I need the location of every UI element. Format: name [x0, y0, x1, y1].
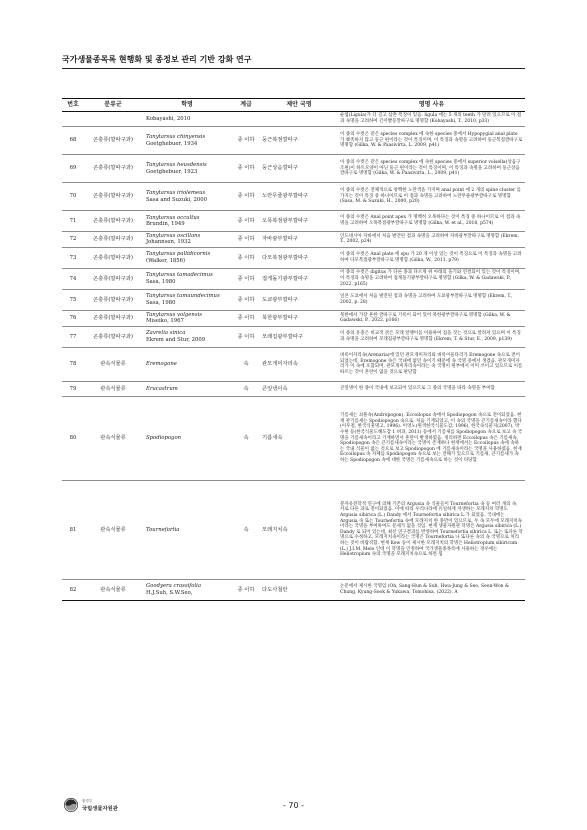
row-number: 69	[62, 155, 84, 183]
row-species-name: Tanytarsus volgensis	[146, 311, 202, 318]
table-header-row	[62, 99, 525, 112]
table-row	[62, 232, 525, 248]
row-author: (Walker, 1856)	[146, 257, 186, 264]
row-number: 80	[62, 396, 84, 480]
row-scientific-name	[142, 268, 232, 289]
row-naming-reason: 이 종의 수컷은 전체적으로 창백한 노란색을 가지며 anal point 에 2 개의 spine cluster 를 가지는 것이 특징 중 하나이므로 이 점과 속명을 고려하여 노란무줄광부깔따구로 명명함 (Sasa, M. & Suzuki, H., 2000, p20)	[338, 183, 525, 211]
logo-ministry-text: 환경부	[82, 798, 93, 803]
row-rank	[232, 112, 260, 127]
row-author: H.J.Suh, S.W.Seo,	[146, 589, 193, 596]
row-naming-reason: 논문에서 제시한 국명임 (Oh, Sang-Hun & Suh, Hwa-Jung & Seo, Seon-Won & Chung, Kyung-Sook & Yukawa, Tomohisa. (2022). A	[338, 579, 525, 600]
row-taxon-group: 곤충류(깔따구과)	[84, 268, 142, 289]
row-rank: 종 이하	[232, 310, 260, 326]
row-number: 70	[62, 183, 84, 211]
row-scientific-name	[142, 381, 232, 396]
row-rank: 종 이하	[232, 155, 260, 183]
row-rank: 속	[232, 347, 260, 381]
row-scientific-name	[142, 480, 232, 579]
row-naming-reason: 이 종의 수컷은 Anal plate 에 spu 가 20 개 이상 있는 것이 특징으로 이 특징과 속명을 고려하여 다모복점광부깔따구로 명명함 (Gilka, W., 2011, p79)	[338, 247, 525, 268]
row-taxon-group: 곤충류(깔따구과)	[84, 127, 142, 155]
row-rank: 종 이하	[232, 247, 260, 268]
row-proposed-name: 접게돌기광부깔따구	[260, 268, 338, 289]
row-proposed-name: 둥근상음깔따구	[260, 155, 338, 183]
row-proposed-name: 둥근복점깔따구	[260, 127, 338, 155]
row-author: Kobayashi, 2010	[146, 115, 191, 122]
row-number: 72	[62, 232, 84, 248]
row-taxon-group: 곤충류(깔따구과)	[84, 289, 142, 310]
row-proposed-name: 다모복점광부깔따구	[260, 247, 338, 268]
table-row	[62, 310, 525, 326]
row-rank: 종 이하	[232, 326, 260, 347]
row-species-name: Tanytarsus iriolemeus	[146, 190, 206, 197]
row-scientific-name	[142, 247, 232, 268]
row-number: 79	[62, 381, 84, 396]
row-rank: 종 이하	[232, 268, 260, 289]
row-author: Johannsen, 1932	[146, 239, 191, 246]
row-taxon-group: 곤충류(깔따구과)	[84, 310, 142, 326]
row-naming-reason: 벼룩이자리속(Arenaria)에 있던 관모개미자리와 벼룩이울타리가 Eremogone 속으로 전이되었는데, Eremogone 속은 국내에 없던 속이기 때문에 속 국명 중에서 생겼음. 관모개미자리가 이 속에 포함되며, 관모개미자리속이라는 속 국명이 원부에서 이미 쓰이고 있으므로 이름 따르는 것이 혼란이 없을 것으로 판단함	[338, 347, 525, 381]
row-species-name: Tanytarsus heusdensis	[146, 162, 207, 169]
row-naming-reason: 순엽(Ligula)가 더 길고 삼촌 특징이 있음. ligula 에는 5 개의 teeth 가 달려 있으므로 이 점과 속명을 고려하여 긴이빨등깔따구로 명명함 (Kobayashi, T., 2010, p33)	[338, 112, 525, 127]
row-proposed-name: 노란무줄광부깔따구	[260, 183, 338, 211]
row-proposed-name: 큰잎냉이속	[260, 381, 338, 396]
column-header-naming-reason: 명명 사유	[338, 99, 525, 112]
row-species-name: Zavrelia sinica	[146, 330, 186, 337]
row-scientific-name	[142, 127, 232, 155]
row-naming-reason: 이 종의 유충은 비교적 굵은 모래 알맹이를 이용하여 집을 짓는 것으로 알려져 있으며 이 특징과 속명을 고려하여 모래집광부깔따구로 명명함 (Ekrem, T. & Stur, E., 2009, p139)	[338, 326, 525, 347]
row-author: Ekrem and Stur, 2009	[146, 336, 206, 343]
row-proposed-name: 도쿄광부깔따구	[260, 289, 338, 310]
row-author: Goetghebuer, 1934	[146, 140, 198, 147]
species-name-table	[62, 98, 525, 601]
row-species-name: Tanytarsus occultus	[146, 214, 200, 221]
row-number: 68	[62, 127, 84, 155]
column-header-scientific-name: 학명	[142, 99, 232, 112]
table-row	[62, 396, 525, 480]
row-species-name: Tanytarsus tamadecimus	[146, 272, 213, 279]
table-row	[62, 211, 525, 232]
table-row	[62, 127, 525, 155]
row-taxon-group: 관속식물류	[84, 480, 142, 579]
table-row	[62, 289, 525, 310]
row-naming-reason: 이 종의 수컷은 Anal point apex 가 명백히 오목하다는 것이 특징 중 하나이므로 이 점과 속명을 고려하여 오목복점광부깔따구로 명명함 (Gilka, W. et al., 2018, p574)	[338, 211, 525, 232]
row-rank: 종 이하	[232, 579, 260, 600]
table-row	[62, 326, 525, 347]
table-body	[62, 112, 525, 601]
table-row	[62, 112, 525, 127]
table-row	[62, 579, 525, 600]
row-species-name: Tanytarsus tamaundecimus	[146, 293, 220, 300]
row-taxon-group	[84, 112, 142, 127]
row-number: 77	[62, 326, 84, 347]
column-header-taxon-group: 분류군	[84, 99, 142, 112]
row-scientific-name	[142, 232, 232, 248]
row-naming-reason: 북한에서 가장 흔한 깔따구로 기록이 되어 있어 북한광부깔따구로 명명함 (Gilka, W. & Gadawski, P., 2022, p166)	[338, 310, 525, 326]
row-rank: 종 이하	[232, 211, 260, 232]
row-species-name: Goodyera crassifolia	[146, 583, 201, 590]
row-number: 71	[62, 211, 84, 232]
row-number: 74	[62, 268, 84, 289]
row-naming-reason: 일본 도쿄에서 처음 발견된 점과 속명을 고려하여 도쿄광부깔따구로 명명함 (Ekrem, T., 2002, p. 28)	[338, 289, 525, 310]
row-number: 73	[62, 247, 84, 268]
row-number: 75	[62, 289, 84, 310]
row-naming-reason: 이 종의 수컷은 같은 species complex 에 속한 species 중에서 Hypopygial anal plate 가 뾰족하지 않고 둥근 편이라는 것이 특징이며, 이 특징과 속명을 고려하여 둥근복점깔따구로 명명함 (Gilka, W. & Paasivirta, L. 2009, p41)	[338, 127, 525, 155]
table-row	[62, 381, 525, 396]
row-author: Sasa and Suzuki, 2000	[146, 196, 207, 203]
table-row	[62, 268, 525, 289]
row-taxon-group: 관속식물류	[84, 579, 142, 600]
row-species-name: Erucastrum	[146, 385, 178, 392]
row-author: Goetghebuer, 1923	[146, 168, 198, 175]
row-taxon-group: 관속식물류	[84, 347, 142, 381]
row-scientific-name	[142, 310, 232, 326]
row-author: Brundin, 1949	[146, 221, 185, 227]
table-row	[62, 183, 525, 211]
row-naming-reason: 인도네시아 자바에서 처음 발견된 점과 속명을 고려하여 자바광부깔따구로 명명함 (Ekrem, T., 2002, p24)	[338, 232, 525, 248]
row-scientific-name	[142, 183, 232, 211]
row-author: Sasa, 1980	[146, 299, 176, 306]
row-proposed-name: 모래지치속	[260, 480, 338, 579]
row-species-name: Tanytarsus chinyensis	[146, 134, 206, 141]
row-taxon-group: 곤충류(깔따구과)	[84, 183, 142, 211]
row-number: 81	[62, 480, 84, 579]
row-number: 76	[62, 310, 84, 326]
row-proposed-name: 북한광부깔따구	[260, 310, 338, 326]
row-scientific-name	[142, 155, 232, 183]
row-rank: 속	[232, 396, 260, 480]
row-taxon-group: 곤충류(깔따구과)	[84, 247, 142, 268]
row-naming-reason: 기름새는 쇠풀속(Andropogon), Eccoilopus 속에서 Spodiopogon 속으로 전이되었음. 현재 관기름새는 Spodiopogon 속으로, 처음 기재되었고, 이 속의 국명을 큰기름새속이라 했다(이우철, 한국식물명고, 1996). 이영노(원색한국식물도감, 1996), 한국속식물지(2007), 박수현 등(한국식물도해도감 1 벼과, 2011) 등에서 기름새를 Spodiopogon 속으로 보고 속 국명을 기름새속이라고 기재하면서 혼란이 발생하였음. 정리하면 Eccoilopus 속은 기름새속, Spodiopogon 속은 큰기름새속이라는 국명이 존재하나 현재에서는 Eccoilopus 속에 속하는 국내 식물이 없는 것으로 보고 Spodiopogon 에 기름새속이라는 국명을 사용하였음. 현재 Eccoilopus 속 자체를 Spodiopogon 속으로 보는 견해가 있으므로 기름새, 큰기름새가 속하는 Spodiopogon 속에 대한 국명은 기름새속으로 하는 것이 타당함	[338, 396, 525, 480]
table-row	[62, 480, 525, 579]
row-taxon-group: 곤충류(깔따구과)	[84, 155, 142, 183]
row-taxon-group: 곤충류(깔따구과)	[84, 232, 142, 248]
row-rank: 종 이하	[232, 289, 260, 310]
row-proposed-name: 오목복점광부깔따구	[260, 211, 338, 232]
row-naming-reason: 분자유전학적 연구에 의해 기존의 Argusia 속 식물들이 Tournefortia 속 등 여러 개의 속, 서로 다른 과로 전이되었음. 이에 따라 우리나라에 유일하게 자생하는 모래지치 학명도 Argusia sibirica (L.) Dandy 에서 Tournefortia sibirica L.가 되었음. 국내에는 Argusia 속 또는 Tournefortia 속에 모래지치 한 종만이 있으므로, 두 속 모두에 모래지치속이라는 국명을 부여하여도 문제가 없을 것임. 현재 생물자원관 학명은 Argusia sibirica (L.) Dandy 로 되어 있는데, 최신 연구결과를 반영하여 Tournefortia sibirica L. 또는 또다른 학명으로 수정하고, 모래지치속이라는 국명은 Tournefortia 나 또다른 속의 속 국명으로 처리하는 것이 바람직함. 현재 Kew 등이 제시한 모래지치의 학명은 Heliotropium sibiricum (L.) J.I.M. Melo 인데 이 학명을 인정하여 국가생물종목록에 사용하는 경우에는 Heliotropium 속의 국명을 모래지치속으로 하면 됨	[338, 480, 525, 579]
row-proposed-name: 기름새속	[260, 396, 338, 480]
row-number: 82	[62, 579, 84, 600]
row-scientific-name	[142, 211, 232, 232]
row-proposed-name: 관모개미자리속	[260, 347, 338, 381]
column-header-proposed-name: 제안 국명	[260, 99, 338, 112]
report-title: 국가생물종목록 현행화 및 종정보 관리 기반 강화 연구	[62, 55, 252, 64]
table-row	[62, 247, 525, 268]
row-author: Miseiko, 1967	[146, 318, 184, 325]
row-species-name: Tournefortia	[146, 526, 180, 533]
row-scientific-name	[142, 112, 232, 127]
row-species-name: Spodiopogon	[146, 435, 182, 442]
table-row	[62, 155, 525, 183]
logo-institute-name: 국립생물자원관	[82, 805, 118, 812]
row-species-name: Tanytarsus pallidicornis	[146, 251, 211, 258]
row-proposed-name: 자바광부깔따구	[260, 232, 338, 248]
page-number: - 70 -	[282, 801, 305, 810]
row-rank: 종 이하	[232, 232, 260, 248]
row-proposed-name	[260, 112, 338, 127]
column-header-number: 번호	[62, 99, 84, 112]
row-scientific-name	[142, 579, 232, 600]
row-rank: 속	[232, 480, 260, 579]
row-species-name: Eremogone	[146, 361, 177, 368]
row-taxon-group: 곤충류(깔따구과)	[84, 211, 142, 232]
row-naming-reason: 이 종의 수컷은 digitus 가 다른 종과 다르게 위 아래의 돌기와 연결되어 있는 것이 특징이며, 이 특징과 속명을 고려하여 접게돌기광부깔따구로 명명함 (Gilka, W. & Gadawski, P., 2022, p165)	[338, 268, 525, 289]
row-scientific-name	[142, 347, 232, 381]
column-header-rank: 계급	[232, 99, 260, 112]
row-author: Sasa, 1980	[146, 278, 176, 285]
row-number	[62, 112, 84, 127]
row-taxon-group: 관속식물류	[84, 396, 142, 480]
row-proposed-name: 다도사철란	[260, 579, 338, 600]
row-number: 78	[62, 347, 84, 381]
row-rank: 종 이하	[232, 183, 260, 211]
table-row	[62, 347, 525, 381]
row-taxon-group: 관속식물류	[84, 381, 142, 396]
header-divider	[62, 68, 525, 69]
row-scientific-name	[142, 396, 232, 480]
row-proposed-name: 모래집광부깔따구	[260, 326, 338, 347]
row-naming-reason: 이 종의 수컷은 같은 species complex 에 속한 species 중에서 superior volsella(상음구조편)이 하트모양이 아닌 둥근 편이라는 것이 특징이며, 이 특징과 속명을 고려하여 둥근상음깔따구로 명명함 (Gilka, W. & Paasivirta, L., 2009, p41)	[338, 155, 525, 183]
row-scientific-name	[142, 289, 232, 310]
row-taxon-group: 곤충류(깔따구과)	[84, 326, 142, 347]
row-rank: 속	[232, 381, 260, 396]
row-rank: 종 이하	[232, 127, 260, 155]
row-species-name: Tanytarsus oscillans	[146, 233, 201, 239]
row-scientific-name	[142, 326, 232, 347]
row-naming-reason: 큰잎냉이 한 종이 국내에 보고되어 있으므로 그 종의 국명을 따라 속명을 부여함	[338, 381, 525, 396]
